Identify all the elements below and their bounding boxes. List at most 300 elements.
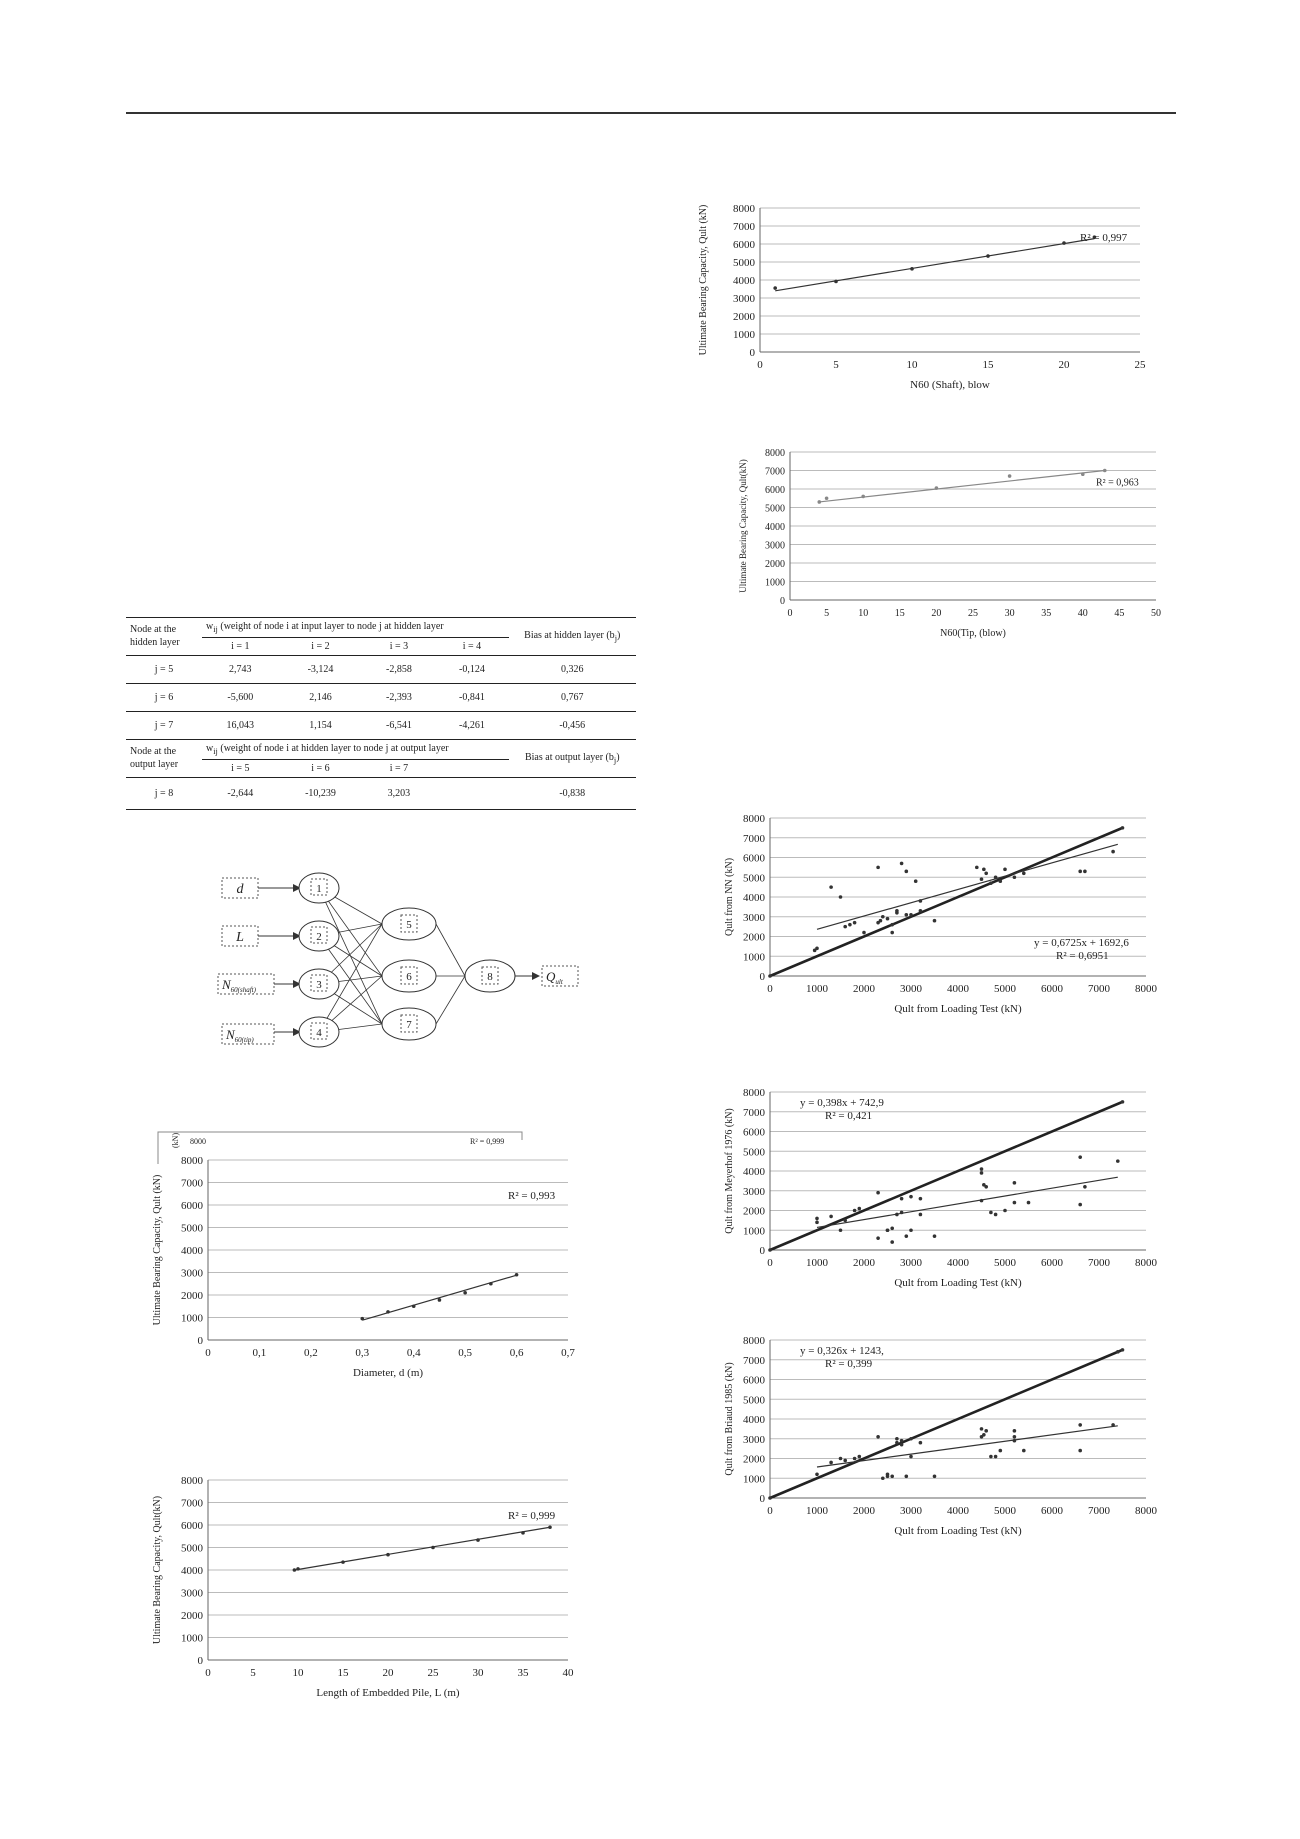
input-label-d: d [236,882,244,897]
x-tick-label: 0,2 [303,1347,318,1359]
data-point [890,931,894,935]
data-point [895,1437,899,1441]
x-tick-label: 10 [906,359,918,371]
input-label-l: L [236,930,244,945]
output-node-header: Node at the output layer [130,746,179,770]
x-tick-label: 5000 [994,1505,1016,1517]
data-point [876,1236,880,1240]
data-point [1013,1181,1017,1185]
x-tick-label: 0 [767,1505,773,1517]
data-point [861,495,865,499]
data-point [817,500,821,504]
x-tick-label: 40 [1077,608,1088,619]
node-number: 7 [406,1019,412,1031]
x-tick-label: 3000 [900,983,922,995]
data-point [994,875,998,879]
data-point [909,1195,913,1199]
x-axis-label: N60 (Shaft), blow [910,379,990,391]
y-tick-label: 2000 [733,311,755,323]
input-label-n60-tip: $N_{60(tip)}$ [226,1027,254,1044]
data-point [341,1560,345,1564]
data-point [839,895,843,899]
weight-cell: -10,239 [305,788,336,799]
data-point [853,1209,857,1213]
trend-equation: y = 0,6725x + 1692,6 [1034,937,1129,949]
y-tick-label: 3000 [733,293,755,305]
y-tick-label: 7000 [733,221,755,233]
y-tick-label: 1000 [743,951,765,964]
data-point [843,925,847,929]
y-tick-label: 6000 [181,1520,203,1532]
x-tick-label: 4000 [947,983,969,995]
data-point [853,1457,857,1461]
data-point [1116,1159,1120,1163]
x-tick-label: 7000 [1088,1505,1110,1517]
data-point [890,923,894,927]
data-point [296,1567,300,1571]
data-point [989,1455,993,1459]
y-axis-label: Ultimate Bearing Capacity, Qult(kN) [738,459,748,593]
node-number: 2 [316,931,322,943]
reference-line [770,1102,1123,1250]
trendline [817,1426,1118,1467]
connections [319,888,465,1032]
data-point [994,1455,998,1459]
output-col-header: i = 5 [231,763,250,774]
data-point [999,1449,1003,1453]
data-point [989,1211,993,1215]
data-point [909,1455,913,1459]
x-tick-label: 0 [205,1347,211,1359]
data-point [919,899,923,903]
y-tick-label: 4000 [743,1414,765,1426]
weight-cell: -4,261 [459,720,485,731]
y-tick-label: 8000 [743,1335,765,1347]
data-point [1078,1449,1082,1453]
output-label-qult: $Q_{ult}$ [546,969,563,986]
weight-cell: -2,393 [385,692,412,703]
x-tick-label: 30 [472,1667,484,1679]
data-point [905,1474,909,1478]
y-tick-label: 5000 [733,257,755,269]
data-point [1013,875,1017,879]
data-point [476,1538,480,1542]
y-tick-label: 4000 [765,522,785,533]
input-node-2 [222,921,339,951]
data-point [881,1476,885,1480]
y-tick-label: 8000 [181,1475,203,1487]
data-point [982,1183,986,1187]
x-tick-label: 2000 [853,1257,875,1269]
hidden-bias-header: Bias at hidden layer $(b_j)$ [524,630,621,643]
hidden-node-6 [382,960,436,992]
data-point [994,1213,998,1217]
x-tick-label: 3000 [900,1505,922,1517]
data-point [980,1199,984,1203]
data-point [1103,469,1107,473]
y-tick-label: 0 [197,1655,203,1667]
data-point [1081,472,1085,476]
weights-table [126,617,636,810]
x-tick-label: 20 [1058,359,1070,371]
data-point [1013,1429,1017,1433]
data-point [521,1531,525,1535]
data-point [881,915,885,919]
data-point [886,917,890,921]
weight-cell: 3,203 [387,788,411,799]
x-tick-label: 35 [1041,608,1052,619]
output-node-8 [465,960,578,992]
page-header-rule [126,112,1176,114]
neural-network-diagram [210,872,590,1062]
clipped-chart-ylabel: (kN) [171,1132,180,1148]
data-point [853,921,857,925]
x-tick-label: 1000 [806,1257,828,1269]
x-tick-label: 30 [1004,608,1015,619]
y-tick-label: 8000 [765,448,785,459]
data-point [515,1273,519,1277]
data-point [858,1207,862,1211]
y-tick-label: 1000 [743,1473,765,1486]
data-point [1013,1439,1017,1443]
data-point [839,1228,843,1232]
y-tick-label: 5000 [743,1394,765,1407]
weight-cell: 2,146 [309,692,332,703]
data-point [1078,1203,1082,1207]
data-point [1078,870,1082,874]
weight-cell: 1,154 [309,720,332,731]
x-tick-label: 3000 [900,1257,922,1269]
x-tick-label: 5000 [994,983,1016,995]
data-point [768,974,772,978]
y-axis-label: Ultimate Bearing Capacity, Qult (kN) [698,204,709,356]
x-axis-label: Length of Embedded Pile, L (m) [316,1687,460,1699]
weight-cell: 2,743 [229,664,252,675]
data-point [999,879,1003,883]
data-point [980,1427,984,1431]
x-axis-label: Qult from Loading Test (kN) [894,1003,1022,1015]
table-row [126,684,636,712]
x-tick-label: 40 [562,1667,574,1679]
x-tick-label: 15 [894,608,905,619]
x-tick-label: 0,3 [355,1347,370,1359]
data-point [909,913,913,917]
node-number: 6 [406,971,412,983]
hidden-node-5 [382,908,436,940]
y-tick-label: 3000 [743,1185,765,1198]
data-point [984,872,988,876]
table-row [126,778,636,810]
data-point [919,1213,923,1217]
data-point [980,1171,984,1175]
data-point [905,913,909,917]
data-point [1013,1435,1017,1439]
x-tick-label: 2000 [853,983,875,995]
trend-equation: y = 0,398x + 742,9 [800,1097,884,1109]
y-tick-label: 1000 [765,577,785,589]
input-node-3 [218,969,339,999]
y-tick-label: 1000 [181,1632,203,1645]
data-point [982,868,986,872]
data-point [876,1191,880,1195]
data-point [773,286,777,290]
data-point [900,1197,904,1201]
x-tick-label: 35 [517,1667,529,1679]
data-point [293,1568,297,1572]
y-tick-label: 2000 [765,559,785,570]
x-tick-label: 8000 [1135,1505,1157,1517]
y-tick-label: 5000 [765,503,785,515]
data-point [829,885,833,889]
data-point [431,1546,435,1550]
y-tick-label: 0 [759,1245,765,1257]
row-label: j = 5 [154,664,174,675]
x-tick-label: 7000 [1088,983,1110,995]
data-point [919,1197,923,1201]
data-point [829,1461,833,1465]
node-number: 5 [406,919,412,931]
data-point [1111,850,1115,854]
y-axis-label: Ultimate Bearing Capacity, Qult(kN) [152,1495,163,1645]
data-point [1078,1155,1082,1159]
data-point [935,486,939,490]
x-tick-label: 0,7 [561,1347,575,1359]
data-point [900,862,904,866]
y-tick-label: 6000 [743,1374,765,1387]
y-tick-label: 2000 [181,1610,203,1622]
x-tick-label: 0 [767,983,773,995]
data-point [1078,1423,1082,1427]
hidden-node-header: Node at the hidden layer [130,624,180,648]
r-squared-label: R² = 0,421 [825,1110,873,1122]
hidden-node-7 [382,1008,436,1040]
data-point [1027,1201,1031,1205]
bias-cell: -0,838 [559,788,586,799]
clipped-chart-ytick: 8000 [190,1137,206,1146]
data-point [815,1473,819,1477]
chart-nn-vs-loading-test [720,808,1160,1033]
x-tick-label: 0,1 [252,1347,267,1359]
x-axis-label: Diameter, d (m) [352,1367,424,1379]
x-tick-label: 50 [1151,608,1161,619]
x-tick-label: 4000 [947,1257,969,1269]
y-tick-label: 0 [780,596,785,607]
chart-briaud-vs-loading-test [720,1330,1160,1555]
data-point [1022,1449,1026,1453]
row-label: j = 7 [154,720,174,731]
data-point [933,919,937,923]
y-tick-label: 5000 [743,1146,765,1159]
data-point [900,1211,904,1215]
y-tick-label: 3000 [181,1587,203,1600]
data-point [910,267,914,271]
data-point [914,879,918,883]
weight-cell: -2,858 [385,664,412,675]
data-point [905,1234,909,1238]
x-tick-label: 0 [767,1257,773,1269]
y-tick-label: 4000 [181,1565,203,1577]
data-point [919,909,923,913]
y-tick-label: 0 [759,1493,765,1505]
y-tick-label: 6000 [181,1200,203,1212]
data-point [843,1459,847,1463]
r-squared-label: R² = 0,997 [1080,232,1128,245]
input-label-n60-shaft: $N_{60(shaft)}$ [222,977,256,994]
x-tick-label: 10 [292,1667,304,1679]
r-squared-label: R² = 0,963 [1096,477,1139,489]
x-tick-label: 7000 [1088,1257,1110,1269]
data-point [886,1474,890,1478]
y-tick-label: 2000 [743,931,765,944]
data-point [909,1437,913,1441]
y-tick-label: 0 [759,971,765,983]
data-point [438,1298,442,1302]
node-number: 1 [316,883,322,895]
y-tick-label: 3000 [765,540,785,552]
x-axis-label: N60(Tip, (blow) [940,628,1006,639]
data-point [980,877,984,881]
y-tick-label: 6000 [765,485,785,496]
x-tick-label: 5 [833,359,839,371]
data-point [829,1215,833,1219]
data-point [933,1234,937,1238]
trendline [775,239,1094,291]
chart-length [148,1460,578,1710]
trendline [294,1527,551,1570]
data-point [876,921,880,925]
y-tick-label: 3000 [743,911,765,924]
weight-cell: -5,600 [227,692,254,703]
trend-equation: y = 0,326x + 1243, [800,1345,884,1357]
y-tick-label: 3000 [181,1267,203,1280]
data-point [984,1429,988,1433]
output-col-header: i = 6 [311,763,330,774]
data-point [839,1457,843,1461]
weight-cell: -0,841 [459,692,485,703]
y-tick-label: 5000 [181,1222,203,1235]
weight-cell: 16,043 [226,720,255,731]
data-point [386,1310,390,1314]
x-tick-label: 20 [382,1667,394,1679]
trendline [817,1177,1118,1227]
output-weight-header: $w_{ij}$ (weight of node i at hidden layer to node j at output layer [202,740,509,760]
x-tick-label: 5 [824,608,830,619]
chart-meyerhof-vs-loading-test [720,1082,1160,1307]
data-point [815,947,819,951]
x-tick-label: 20 [931,608,942,619]
hidden-col-header: i = 1 [231,641,250,652]
data-point [1121,826,1125,830]
data-point [360,1317,364,1321]
data-point [989,881,993,885]
x-axis-label: Qult from Loading Test (kN) [894,1525,1022,1537]
x-tick-label: 0 [787,608,793,619]
reference-line [770,1350,1123,1498]
data-point [905,870,909,874]
node-number: 8 [487,971,493,983]
y-axis-label: Qult from NN (kN) [724,857,735,937]
y-tick-label: 1000 [743,1225,765,1238]
y-tick-label: 1000 [733,329,755,341]
data-point [876,866,880,870]
hidden-col-header: i = 3 [389,641,409,652]
y-tick-label: 6000 [743,1126,765,1139]
r-squared-label: R² = 0,399 [825,1358,873,1370]
chart-diameter [148,1140,578,1390]
hidden-col-header: i = 2 [311,641,330,652]
data-point [463,1291,467,1295]
r-squared-label: R² = 0,993 [508,1189,556,1202]
output-bias-header: Bias at output layer $(b_j)$ [524,752,620,765]
hidden-weight-header: $w_{ij}$ (weight of node i at input layer to node j at hidden layer [202,618,509,638]
data-point [900,1439,904,1443]
data-point [1083,1185,1087,1189]
input-node-4 [222,1017,339,1047]
x-tick-label: 8000 [1135,1257,1157,1269]
data-point [834,280,838,284]
output-col-header: i = 7 [389,763,409,774]
y-tick-label: 5000 [181,1542,203,1555]
x-tick-label: 25 [427,1667,439,1679]
y-tick-label: 0 [749,347,755,359]
data-point [895,911,899,915]
y-tick-label: 7000 [743,832,765,845]
data-point [890,1240,894,1244]
x-tick-label: 0,4 [406,1347,421,1359]
data-point [895,1441,899,1445]
y-tick-label: 2000 [181,1290,203,1302]
data-point [768,1248,772,1252]
y-tick-label: 1000 [181,1312,203,1325]
x-tick-label: 6000 [1041,983,1063,995]
y-tick-label: 7000 [181,1177,203,1190]
x-tick-label: 6000 [1041,1505,1063,1517]
weight-cell: -3,124 [307,664,334,675]
data-point [815,1217,819,1221]
data-point [895,1213,899,1217]
y-tick-label: 4000 [733,275,755,287]
row-label: j = 8 [154,788,174,799]
y-tick-label: 3000 [743,1433,765,1446]
weight-cell: -2,644 [227,788,254,799]
data-point [1003,1209,1007,1213]
data-point [1083,870,1087,874]
y-tick-label: 7000 [181,1497,203,1510]
data-point [1111,1423,1115,1427]
y-tick-label: 2000 [743,1453,765,1466]
data-point [982,1433,986,1437]
data-point [848,923,852,927]
y-axis-label: Qult from Meyerhof 1976 (kN) [724,1108,735,1234]
x-tick-label: 15 [982,359,994,371]
y-tick-label: 4000 [743,892,765,904]
x-tick-label: 5 [250,1667,256,1679]
data-point [843,1219,847,1223]
x-tick-label: 0,6 [509,1347,524,1359]
data-point [933,1474,937,1478]
y-axis-label: Qult from Briaud 1985 (kN) [724,1362,735,1476]
table-row [126,656,636,684]
data-point [815,1221,819,1225]
x-tick-label: 0,5 [458,1347,473,1359]
x-tick-label: 1000 [806,983,828,995]
data-point [1121,1348,1125,1352]
y-axis-label: Ultimate Bearing Capacity, Qult (kN) [152,1174,163,1326]
x-tick-label: 45 [1114,608,1125,619]
x-tick-label: 0 [205,1667,211,1679]
data-point [900,1443,904,1447]
x-tick-label: 4000 [947,1505,969,1517]
